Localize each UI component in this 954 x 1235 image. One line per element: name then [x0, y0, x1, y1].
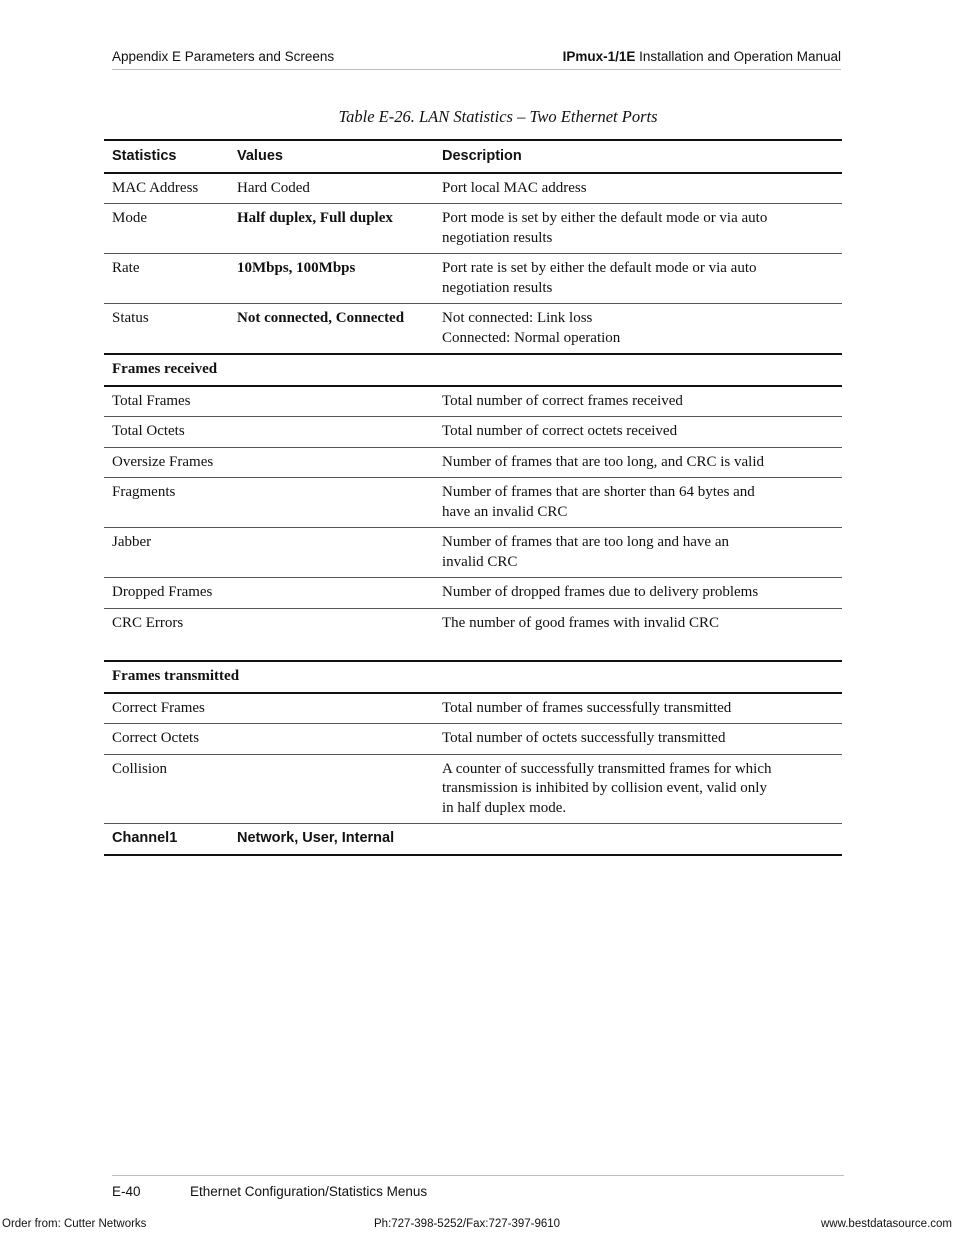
description-line: Number of frames that are too long and have an	[442, 534, 729, 550]
statistic-description	[434, 578, 842, 609]
footer-chapter-title: Ethernet Configuration/Statistics Menus	[190, 1184, 428, 1199]
statistic-description	[434, 304, 842, 355]
table-row	[104, 386, 842, 417]
order-source: Order from: Cutter Networks	[2, 1218, 147, 1230]
statistic-description	[434, 754, 842, 824]
table-row	[104, 417, 842, 448]
statistic-description	[434, 528, 842, 578]
page-number: E-40	[112, 1184, 141, 1199]
section-row-frames-received	[104, 354, 842, 386]
statistic-values: Hard Coded	[229, 173, 434, 204]
table-row	[104, 204, 842, 254]
statistic-name: Correct Octets	[104, 724, 229, 755]
statistic-name: Channel1	[104, 824, 229, 855]
description-line: Number of frames that are shorter than 64 bytes and	[442, 484, 755, 500]
header-manual-title	[563, 49, 841, 64]
lan-statistics-table	[104, 139, 842, 856]
statistic-name: Jabber	[104, 528, 229, 578]
statistic-name: Oversize Frames	[104, 447, 229, 478]
description-line: negotiation results	[442, 229, 553, 246]
section-title: Frames transmitted	[104, 661, 842, 693]
statistic-description	[434, 478, 842, 528]
table-row	[104, 754, 842, 824]
statistic-name: Fragments	[104, 478, 229, 528]
section-row-frames-transmitted	[104, 661, 842, 693]
header-manual-rest: Installation and Operation Manual	[635, 49, 841, 64]
statistic-values: 10Mbps, 100Mbps	[229, 254, 434, 304]
description-line: A counter of successfully transmitted frames for which	[442, 760, 772, 777]
statistic-description	[434, 386, 842, 417]
statistic-description	[434, 447, 842, 478]
statistic-name: MAC Address	[104, 173, 229, 204]
statistic-values: Half duplex, Full duplex	[229, 204, 434, 254]
statistic-description	[434, 417, 842, 448]
description-line: transmission is inhibited by collision event, valid only	[442, 780, 767, 796]
description-line: Number of dropped frames due to delivery problems	[442, 584, 759, 600]
description-line: Connected: Normal operation	[442, 329, 621, 346]
statistic-name: Total Octets	[104, 417, 229, 448]
table-caption: Table E-26. LAN Statistics – Two Ethernet Ports	[338, 107, 658, 126]
description-line: Port mode is set by either the default mode or via auto	[442, 210, 768, 226]
description-line: Port local MAC address	[442, 179, 587, 196]
statistic-name: Rate	[104, 254, 229, 304]
description-line: The number of good frames with invalid CRC	[442, 614, 720, 631]
table-header-row	[104, 140, 842, 173]
description-line: Total number of octets successfully transmitted	[442, 730, 726, 746]
statistic-description	[434, 204, 842, 254]
page-footer	[112, 1175, 844, 1200]
description-line: have an invalid CRC	[442, 503, 568, 520]
header-section-title: Appendix E Parameters and Screens	[112, 49, 335, 64]
column-header-values: Values	[229, 140, 434, 173]
statistic-description	[434, 608, 842, 638]
description-line: in half duplex mode.	[442, 799, 567, 816]
statistic-description	[434, 173, 842, 204]
statistic-name: Collision	[104, 754, 229, 824]
column-header-description: Description	[434, 140, 842, 173]
page-header	[112, 48, 841, 70]
description-line: Port rate is set by either the default mode or via auto	[442, 260, 757, 276]
statistic-description	[434, 724, 842, 755]
table-row	[104, 254, 842, 304]
table-row	[104, 578, 842, 609]
statistic-name: Status	[104, 304, 229, 355]
description-line: invalid CRC	[442, 553, 518, 570]
description-line: Total number of correct frames received	[442, 392, 683, 409]
statistic-description	[434, 254, 842, 304]
table-row	[104, 173, 842, 204]
statistic-name: Dropped Frames	[104, 578, 229, 609]
table-row	[104, 528, 842, 578]
statistic-name: CRC Errors	[112, 614, 184, 631]
table-row	[104, 447, 842, 478]
header-product-name: IPmux-1/1E	[562, 49, 636, 64]
column-header-statistics: Statistics	[104, 140, 229, 173]
description-line: Number of frames that are too long, and CRC is valid	[442, 453, 765, 470]
description-line: Total number of frames successfully transmitted	[442, 699, 732, 716]
statistic-values: Network, User, Internal	[229, 824, 434, 855]
table-row-channel	[104, 824, 842, 855]
table-row	[104, 724, 842, 755]
statistic-name: Mode	[104, 204, 229, 254]
table-row	[104, 693, 842, 724]
description-line: Total number of correct octets received	[442, 423, 678, 439]
table-row	[104, 478, 842, 528]
table-row	[104, 304, 842, 355]
statistic-name: Total Frames	[104, 386, 229, 417]
order-website: www.bestdatasource.com	[820, 1218, 952, 1230]
statistic-values: Not connected, Connected	[229, 304, 434, 355]
statistic-name: Correct Frames	[104, 693, 229, 724]
statistic-description	[434, 693, 842, 724]
table-row	[104, 608, 842, 638]
section-title: Frames received	[104, 354, 842, 386]
description-line: Not connected: Link loss	[442, 310, 593, 326]
order-phone-fax: Ph:727-398-5252/Fax:727-397-9610	[374, 1218, 561, 1230]
table-spacer	[104, 638, 842, 661]
description-line: negotiation results	[442, 279, 553, 296]
